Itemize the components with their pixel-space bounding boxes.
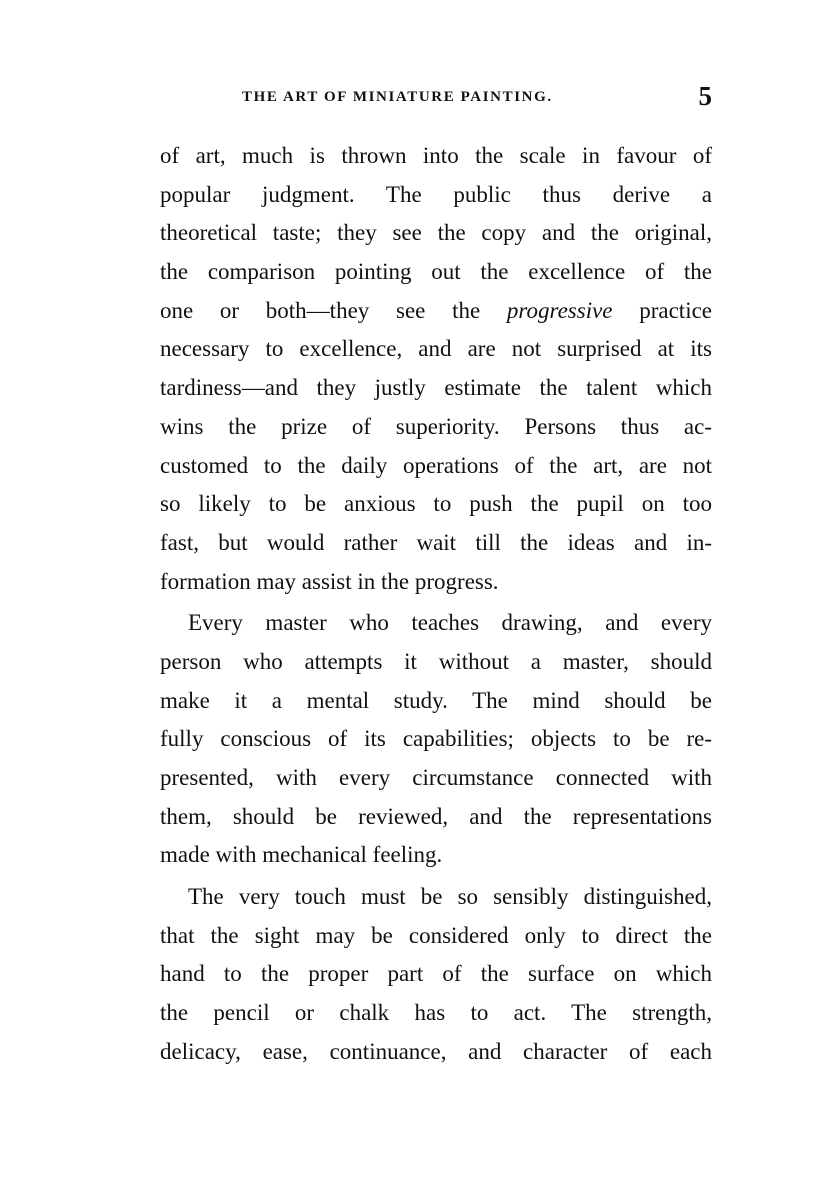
text-line: tardiness—and they justly estimate the talent which	[160, 375, 712, 401]
text-line: formation may assist in the progress.	[160, 568, 499, 594]
text-line: Every master who teaches drawing, and every	[188, 610, 712, 636]
text-line: made with mechanical feeling.	[160, 842, 443, 868]
text-line: theoretical taste; they see the copy and the original,	[160, 220, 712, 246]
text-line: hand to the proper part of the surface on which	[160, 961, 712, 987]
text-line: popular judgment. The public thus derive a	[160, 181, 712, 207]
text-line-with-italic	[160, 292, 712, 331]
text-line: fully conscious of its capabilities; objects to be re-	[160, 726, 712, 752]
page-number: 5	[698, 81, 712, 111]
text-line: person who attempts it without a master, should	[160, 648, 712, 674]
text-line: wins the prize of superiority. Persons thus ac-	[160, 413, 712, 439]
text-line: them, should be reviewed, and the representations	[160, 803, 712, 829]
text-line: presented, with every circumstance connected with	[160, 765, 712, 790]
text-segment: practice	[612, 297, 712, 323]
text-line: fast, but would rather wait till the ideas and in-	[160, 529, 712, 555]
paragraph-2	[160, 604, 712, 875]
paragraph-1	[160, 137, 712, 601]
text-line: that the sight may be considered only to direct the	[160, 922, 712, 948]
body-text	[160, 137, 712, 1072]
text-segment: one or both—they see the	[160, 297, 507, 323]
text-line: customed to the daily operations of the art, are not	[160, 452, 712, 478]
text-line: delicacy, ease, continuance, and character of each	[160, 1038, 712, 1064]
text-line: make it a mental study. The mind should be	[160, 687, 712, 713]
text-line: so likely to be anxious to push the pupil on too	[160, 491, 712, 517]
running-head	[160, 81, 712, 114]
text-line: the comparison pointing out the excellence of the	[160, 259, 712, 285]
text-line: the pencil or chalk has to act. The strength,	[160, 1000, 712, 1026]
italic-word: progressive	[506, 297, 613, 323]
text-line: necessary to excellence, and are not surprised at its	[160, 336, 712, 362]
text-line: of art, much is thrown into the scale in favour of	[160, 143, 712, 168]
paragraph-3	[160, 878, 712, 1071]
running-title: THE ART OF MINIATURE PAINTING.	[242, 89, 553, 105]
text-line: The very touch must be so sensibly distinguished,	[188, 884, 712, 910]
